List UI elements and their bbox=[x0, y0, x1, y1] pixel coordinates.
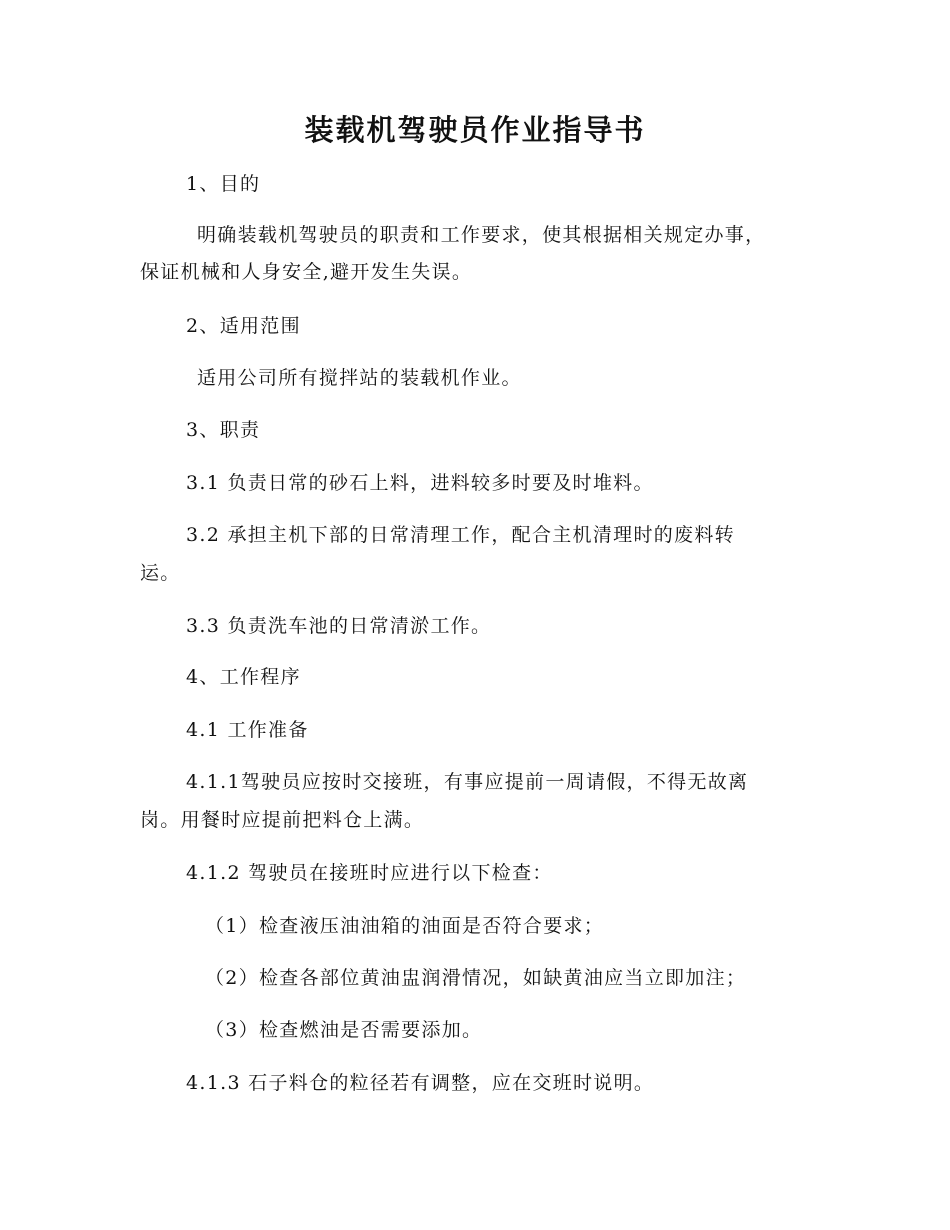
list-item: （2）检查各部位黄油盅润滑情况，如缺黄油应当立即加注； bbox=[205, 967, 747, 989]
paragraph-line: 4.1.3 石子料仓的粒径若有调整，应在交班时说明。 bbox=[186, 1072, 655, 1094]
paragraph-line: 运。 bbox=[140, 562, 181, 584]
paragraph-line: 保证机械和人身安全,避开发生失误。 bbox=[140, 261, 473, 283]
paragraph-line: 明确装载机驾驶员的职责和工作要求，使其根据相关规定办事， bbox=[197, 224, 766, 246]
paragraph-line: 3.1 负责日常的砂石上料，进料较多时要及时堆料。 bbox=[186, 472, 654, 494]
section-heading-scope: 2、适用范围 bbox=[186, 315, 301, 337]
paragraph-line: 3.2 承担主机下部的日常清理工作，配合主机清理时的废料转 bbox=[186, 524, 735, 546]
subsection-heading: 4.1 工作准备 bbox=[186, 719, 309, 741]
paragraph-line: 岗。用餐时应提前把料仓上满。 bbox=[140, 809, 425, 831]
list-item: （1）检查液压油油箱的油面是否符合要求； bbox=[205, 915, 605, 937]
paragraph-line: 4.1.1驾驶员应按时交接班，有事应提前一周请假，不得无故离 bbox=[186, 771, 749, 793]
section-heading-procedure: 4、工作程序 bbox=[186, 666, 301, 688]
section-heading-duties: 3、职责 bbox=[186, 419, 261, 441]
paragraph-line: 适用公司所有搅拌站的装载机作业。 bbox=[197, 367, 522, 389]
document-title: 装载机驾驶员作业指导书 bbox=[304, 113, 646, 147]
paragraph-line: 4.1.2 驾驶员在接班时应进行以下检查： bbox=[186, 862, 553, 884]
section-heading-purpose: 1、目的 bbox=[186, 173, 261, 195]
list-item: （3）检查燃油是否需要添加。 bbox=[205, 1019, 483, 1041]
paragraph-line: 3.3 负责洗车池的日常清淤工作。 bbox=[186, 615, 492, 637]
